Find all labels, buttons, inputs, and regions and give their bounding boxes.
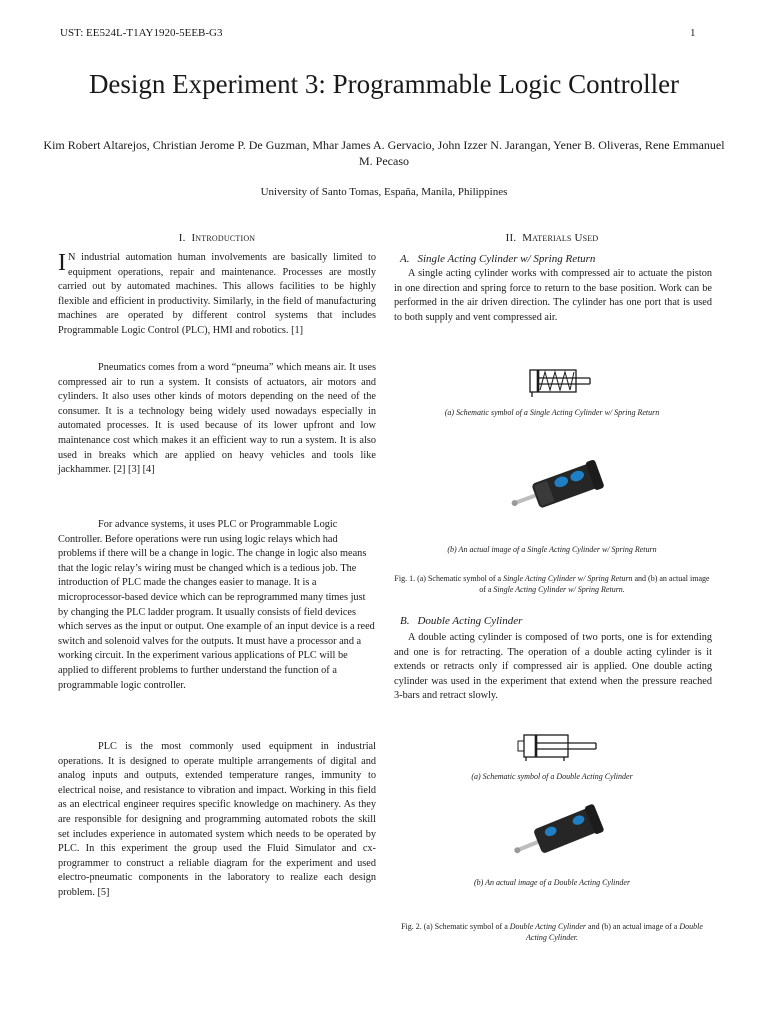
paper-title: Design Experiment 3: Programmable Logic Controller [88, 69, 680, 99]
intro-paragraph-1 [58, 251, 376, 339]
section-title: Materials Used [522, 232, 599, 244]
cylinder-barrel [524, 735, 568, 757]
fig2b-caption: (b) An actual image of a Double Acting Cylinder [473, 878, 631, 887]
section-title: Introduction [191, 232, 256, 244]
subsection-title: Double Acting Cylinder [417, 615, 523, 627]
return-spring [540, 372, 574, 390]
authors: Kim Robert Altarejos, Christian Jerome P. De Guzman, Mhar James A. Gervacio, John Izzer N. Jarangan, Yener B. Oliveras, Rene Emmanuel M. Pecaso [43, 138, 725, 168]
fig2-caption: Fig. 2. (a) Schematic symbol of a Double Acting Cylinder and (b) an actual image of a Double Acting Cylinder. [401, 922, 703, 942]
section-heading-materials [392, 232, 712, 244]
single-acting-cylinder-schematic [524, 364, 596, 398]
section-number: II. [505, 232, 517, 244]
fig1a-caption: (a) Schematic symbol of a Single Acting Cylinder w/ Spring Return [444, 408, 660, 417]
intro-paragraph-4: PLC is the most commonly used equipment in industrial operations. It is designed to operate multiple arrangements of digital and analog inputs and outputs, extended temperature ranges, immunity to electrical noise, and resistance to vibration and impact. Working in this field as an electrical engineer requires specific knowledge on machinery. As they are responsible for designing and programming automated robots the skill set includes experience in automated system which needs to be operated by PLC. In this experiment the group used the Fluid Simulator and cx-programmer to construct a reliable diagram for the experiment and used electro-pneumatic components in the laboratory to realize each design problem. [5] [58, 741, 376, 898]
section-number: I. [178, 232, 186, 244]
subsection-a-paragraph: A single acting cylinder works with compressed air to actuate the piston in one direction and spring force to return to the base position. Work can be performed in the air driven direction. The cylinder has one port that is used to both supply and vent compressed air. [394, 268, 712, 323]
intro-paragraph-1-text: N industrial automation human involvements are basically limited to equipment operations, repair and maintenance. Processes are mostly carried out by automated machines. This allows facilities to be highly flexible and efficient in productivity. Similarly, in the field of manufacturing machines are operated by different control systems that includes Programmable Logic Control (PLC), HMI and robotics. [1] [58, 252, 376, 336]
subsection-letter: B. [400, 615, 410, 627]
double-acting-cylinder-image [508, 800, 612, 866]
fig2a-caption: (a) Schematic symbol of a Double Acting Cylinder [471, 772, 633, 781]
affiliation: University of Santo Tomas, España, Manila, Philippines [260, 186, 508, 198]
subsection-heading-a [400, 253, 595, 265]
subsection-title: Single Acting Cylinder w/ Spring Return [417, 253, 596, 265]
subsection-letter: A. [400, 253, 410, 265]
drop-cap: I [58, 250, 66, 276]
fig1b-caption: (b) An actual image of a Single Acting Cylinder w/ Spring Return [447, 545, 657, 554]
section-heading-introduction [58, 232, 376, 244]
subsection-b-paragraph: A double acting cylinder is composed of two ports, one is for extending and one is for retracting. The operation of a double acting cylinder is it extends or retracts only if compressed air is applied. One double acting cylinder was used in the experiment that extend when the pressure reached 3-bars and retract slowly. [394, 632, 712, 702]
running-header: UST: EE524L-T1AY1920-5EEB-G3 [60, 27, 223, 39]
page-number: 1 [690, 27, 696, 39]
double-acting-cylinder-schematic [516, 731, 600, 761]
fig1-caption: Fig. 1. (a) Schematic symbol of a Single Acting Cylinder w/ Spring Return and (b) an actual image of a Single Acting Cylinder w/ Spring Return. [394, 574, 710, 594]
subsection-heading-b [400, 615, 522, 627]
intro-paragraph-3: For advance systems, it uses PLC or Programmable Logic Controller. Before operations were run using logic relays which had problems if there will be a change in logic. The change in logic also means that the logic relay’s wiring must be changed which is a tedious job. The introduction of PLC made the changes easier to manage. It is a microprocessor-based device which can be reprogrammed many times just by changing the PLC ladder program. It usually consists of field devices which serves as the input or output. One example of an input device is a reed switch and solenoid valves for the outputs. It must have a processor and a working circuit. In the experiment various applications of PLC will be applied to different problems to further understand the function of a programmable logic controller. [58, 519, 375, 691]
intro-paragraph-2: Pneumatics comes from a word “pneuma” which means air. It uses compressed air to run a system. It consists of actuators, air motors and cylinders. It also uses other kinds of motors depending on the need of the consumer. It is a technology being widely used nowadays especially in automated processes. It is used because of its lower upfront and low maintenance cost which makes it an efficient way to run a system. It is also used in breaks which are applied on heavy vehicles and tools like jackhammer. [2] [3] [4] [58, 362, 376, 476]
single-acting-cylinder-image [500, 450, 612, 526]
